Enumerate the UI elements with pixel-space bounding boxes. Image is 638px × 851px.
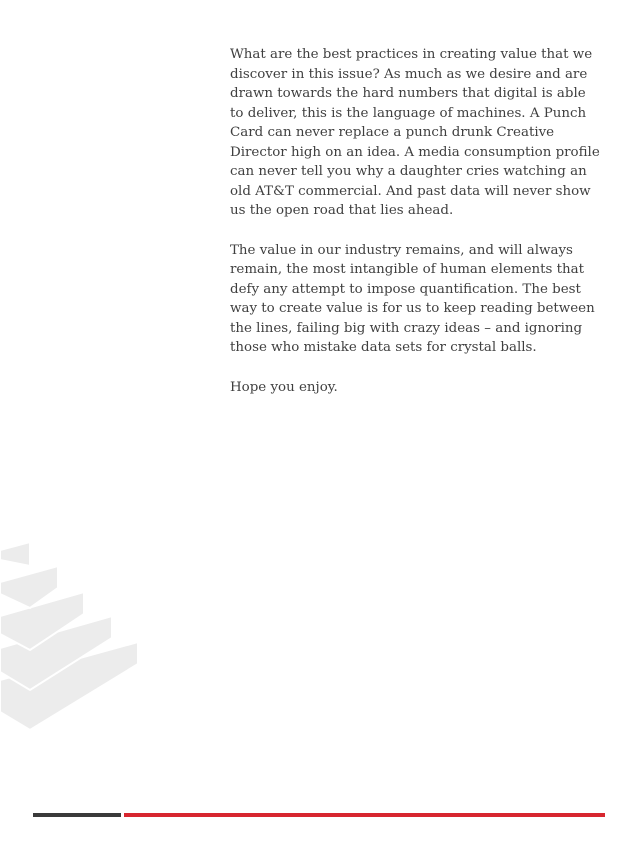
footer-bar-red — [124, 813, 605, 817]
paragraph-1: What are the best practices in creating value that we discover in this issue? As much as we desire and are drawn towards the hard numbers that digital is able to deliver, this is the language of machines. A Punch Card can never replace a punch drunk Creative Director high on an idea. A media consumption profile can never tell you why a daughter cries watching an old AT&T commercial. And past data will never show us the open road that lies ahead. — [230, 47, 600, 218]
closing-line: Hope you enjoy. — [230, 379, 338, 395]
paragraph-2: The value in our industry remains, and will always remain, the most intangible of human elements that defy any attempt to impose quantification. The best way to create value is for us to keep reading between the lines, failing big with crazy ideas – and ignoring those who mistake data sets for crystal balls. — [230, 242, 595, 355]
stair-step-1 — [0, 542, 30, 566]
letter-body — [230, 45, 602, 417]
staircase-decoration — [0, 540, 150, 735]
footer-bar-dark — [33, 813, 121, 817]
